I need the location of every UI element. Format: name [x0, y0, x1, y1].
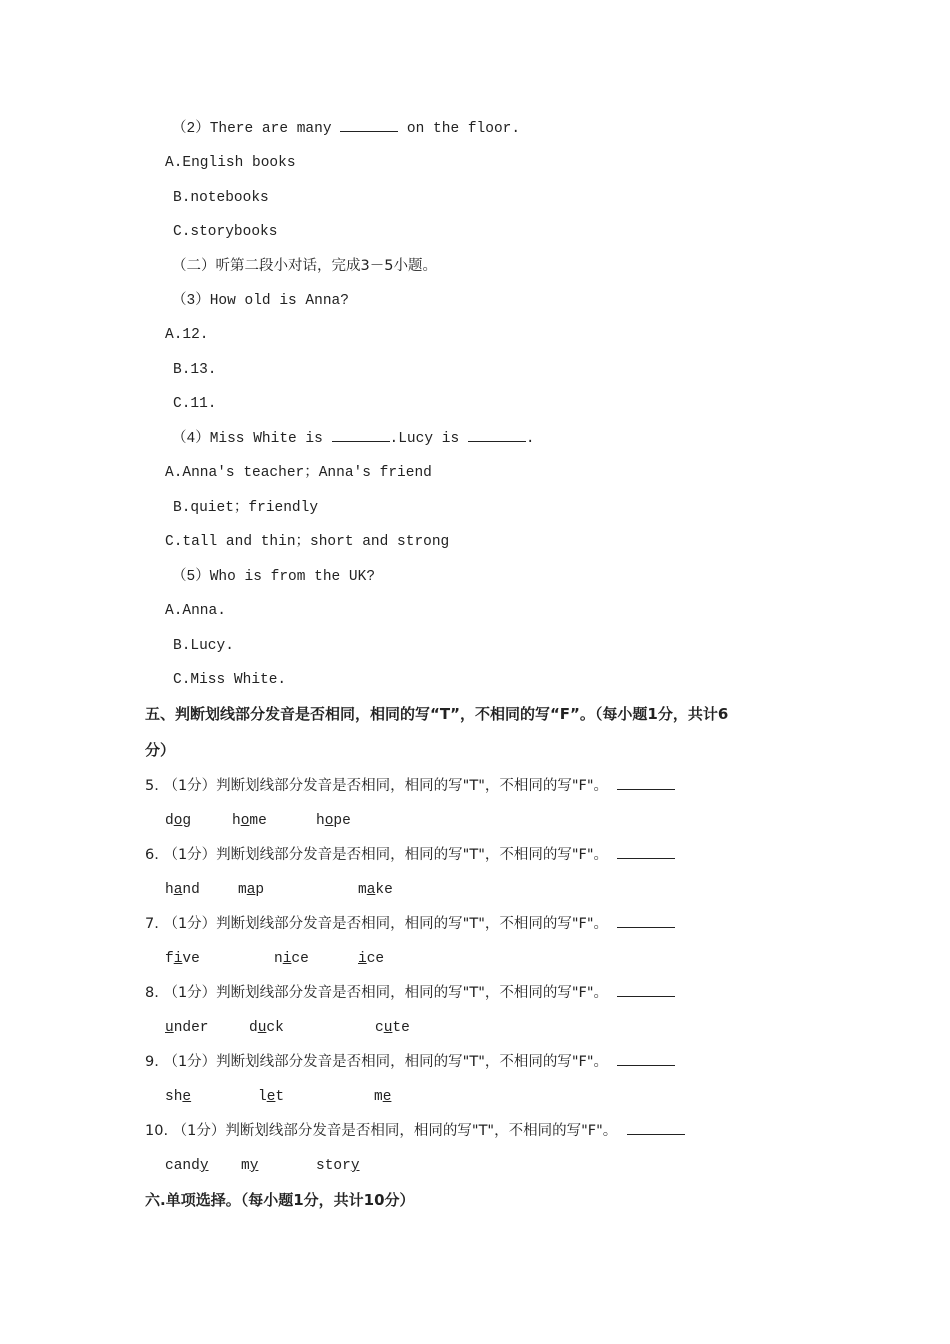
- word-part: d: [165, 813, 174, 829]
- word-part: sh: [165, 1089, 183, 1105]
- underlined-letters: o: [173, 813, 183, 829]
- option-c: C.11.: [173, 396, 217, 412]
- underlined-letters: u: [165, 1020, 174, 1036]
- option-c: C.tall and thin；short and strong: [165, 534, 450, 550]
- word-part: me: [249, 813, 267, 829]
- question-4: [172, 422, 535, 456]
- question-prompt: （1分）判断划线部分发音是否相同，相同的写"T"，不相同的写"F"。: [163, 1054, 609, 1070]
- underlined-letters: i: [173, 951, 183, 967]
- underlined-letters: e: [182, 1089, 192, 1105]
- answer-blank[interactable]: [617, 844, 675, 859]
- option-a: A.Anna's teacher；Anna's friend: [165, 465, 432, 481]
- option-a: A.12.: [165, 327, 209, 343]
- underlined-letters: y: [249, 1158, 259, 1174]
- question-prompt: （1分）判断划线部分发音是否相同，相同的写"T"，不相同的写"F"。: [163, 916, 609, 932]
- answer-blank[interactable]: [617, 913, 675, 928]
- word-part: ve: [182, 951, 200, 967]
- answer-blank[interactable]: [617, 775, 675, 790]
- word-part: m: [358, 882, 367, 898]
- word-part: c: [375, 1020, 384, 1036]
- option-c: C.Miss White.: [173, 672, 287, 688]
- question-text: on the floor.: [398, 121, 521, 137]
- pronunciation-question: [145, 838, 675, 872]
- underlined-letters: e: [382, 1089, 392, 1105]
- question-text: （2）There are many: [172, 121, 341, 137]
- word: [375, 1011, 410, 1045]
- option-b: B.Lucy.: [173, 638, 234, 654]
- question-text: .Lucy is: [389, 431, 468, 447]
- underlined-letters: o: [324, 813, 334, 829]
- word-part: pe: [333, 813, 351, 829]
- section-5-heading: 五、判断划线部分发音是否相同，相同的写“T”，不相同的写“F”。（每小题1分，共计6: [145, 705, 729, 723]
- underlined-letters: i: [358, 951, 367, 967]
- word-part: n: [274, 951, 283, 967]
- word-part: ce: [291, 951, 309, 967]
- word-part: h: [316, 813, 325, 829]
- word-part: cand: [165, 1158, 200, 1174]
- question-number: 7.: [145, 916, 159, 932]
- underlined-letters: a: [173, 882, 183, 898]
- word: [358, 873, 393, 907]
- answer-blank[interactable]: [617, 982, 675, 997]
- word-part: p: [255, 882, 265, 898]
- pronunciation-question: [145, 1045, 675, 1079]
- word-row: [0, 873, 950, 907]
- word-part: ce: [366, 951, 385, 967]
- question-number: 9.: [145, 1054, 159, 1070]
- word: [165, 804, 191, 838]
- underlined-letters: e: [266, 1089, 276, 1105]
- underlined-letters: u: [257, 1020, 267, 1036]
- question-3: （3）How old is Anna?: [172, 293, 349, 309]
- word-part: m: [241, 1158, 250, 1174]
- underlined-letters: o: [240, 813, 250, 829]
- word-part: h: [232, 813, 241, 829]
- word-part: te: [392, 1020, 410, 1036]
- word-part: nd: [182, 882, 200, 898]
- word: [258, 1080, 284, 1114]
- pronunciation-question: [145, 907, 675, 941]
- question-number: 6.: [145, 847, 159, 863]
- question-number: 8.: [145, 985, 159, 1001]
- question-prompt: （1分）判断划线部分发音是否相同，相同的写"T"，不相同的写"F"。: [163, 847, 609, 863]
- word-part: m: [374, 1089, 383, 1105]
- word-part: h: [165, 882, 174, 898]
- word: [316, 804, 351, 838]
- word: [374, 1080, 391, 1114]
- word-part: ke: [375, 882, 393, 898]
- question-text: .: [525, 431, 535, 447]
- pronunciation-question: [145, 976, 675, 1010]
- word: [238, 873, 264, 907]
- word-part: m: [238, 882, 247, 898]
- section-6-heading: 六.单项选择。（每小题1分，共计10分）: [145, 1191, 415, 1209]
- question-prompt: （1分）判断划线部分发音是否相同，相同的写"T"，不相同的写"F"。: [163, 778, 609, 794]
- underlined-letters: y: [350, 1158, 360, 1174]
- word-row: [0, 1149, 950, 1183]
- question-number: 5.: [145, 778, 159, 794]
- answer-blank[interactable]: [332, 427, 390, 442]
- word-row: [0, 942, 950, 976]
- word-part: l: [258, 1089, 267, 1105]
- word-part: g: [182, 813, 192, 829]
- word-part: nder: [173, 1020, 209, 1036]
- word-part: d: [249, 1020, 258, 1036]
- underlined-letters: a: [246, 882, 256, 898]
- word-row: [0, 1080, 950, 1114]
- option-c: C.storybooks: [173, 224, 278, 240]
- word: [165, 1011, 209, 1045]
- answer-blank[interactable]: [627, 1120, 685, 1135]
- word: [165, 1080, 191, 1114]
- option-a: A.English books: [165, 155, 296, 171]
- question-2: [172, 112, 520, 146]
- section-5-heading-cont: 分）: [145, 741, 176, 759]
- word: [316, 1149, 360, 1183]
- answer-blank[interactable]: [340, 117, 398, 132]
- question-number: 10.: [145, 1123, 169, 1139]
- word: [274, 942, 309, 976]
- answer-blank[interactable]: [468, 427, 526, 442]
- question-prompt: （1分）判断划线部分发音是否相同，相同的写"T"，不相同的写"F"。: [163, 985, 609, 1001]
- word: [232, 804, 267, 838]
- underlined-letters: a: [366, 882, 376, 898]
- word-row: [0, 1011, 950, 1045]
- word-part: t: [275, 1089, 285, 1105]
- option-b: B.quiet；friendly: [173, 500, 319, 516]
- word: [241, 1149, 258, 1183]
- word: [358, 942, 384, 976]
- answer-blank[interactable]: [617, 1051, 675, 1066]
- option-a: A.Anna.: [165, 603, 226, 619]
- underlined-letters: u: [383, 1020, 393, 1036]
- word-part: ck: [266, 1020, 284, 1036]
- underlined-letters: y: [199, 1158, 209, 1174]
- question-text: （4）Miss White is: [172, 431, 332, 447]
- pronunciation-question: [145, 769, 675, 803]
- question-5: （5）Who is from the UK?: [172, 569, 376, 585]
- part2-header: （二）听第二段小对话，完成3－5小题。: [172, 258, 437, 274]
- word-part: f: [165, 951, 174, 967]
- word-row: [0, 804, 950, 838]
- underlined-letters: i: [282, 951, 292, 967]
- option-b: B.13.: [173, 362, 217, 378]
- word: [165, 1149, 209, 1183]
- option-b: B.notebooks: [173, 190, 269, 206]
- word: [249, 1011, 284, 1045]
- word: [165, 873, 200, 907]
- word-part: stor: [316, 1158, 351, 1174]
- pronunciation-question: [145, 1114, 685, 1148]
- question-prompt: （1分）判断划线部分发音是否相同，相同的写"T"，不相同的写"F"。: [172, 1123, 618, 1139]
- word: [165, 942, 200, 976]
